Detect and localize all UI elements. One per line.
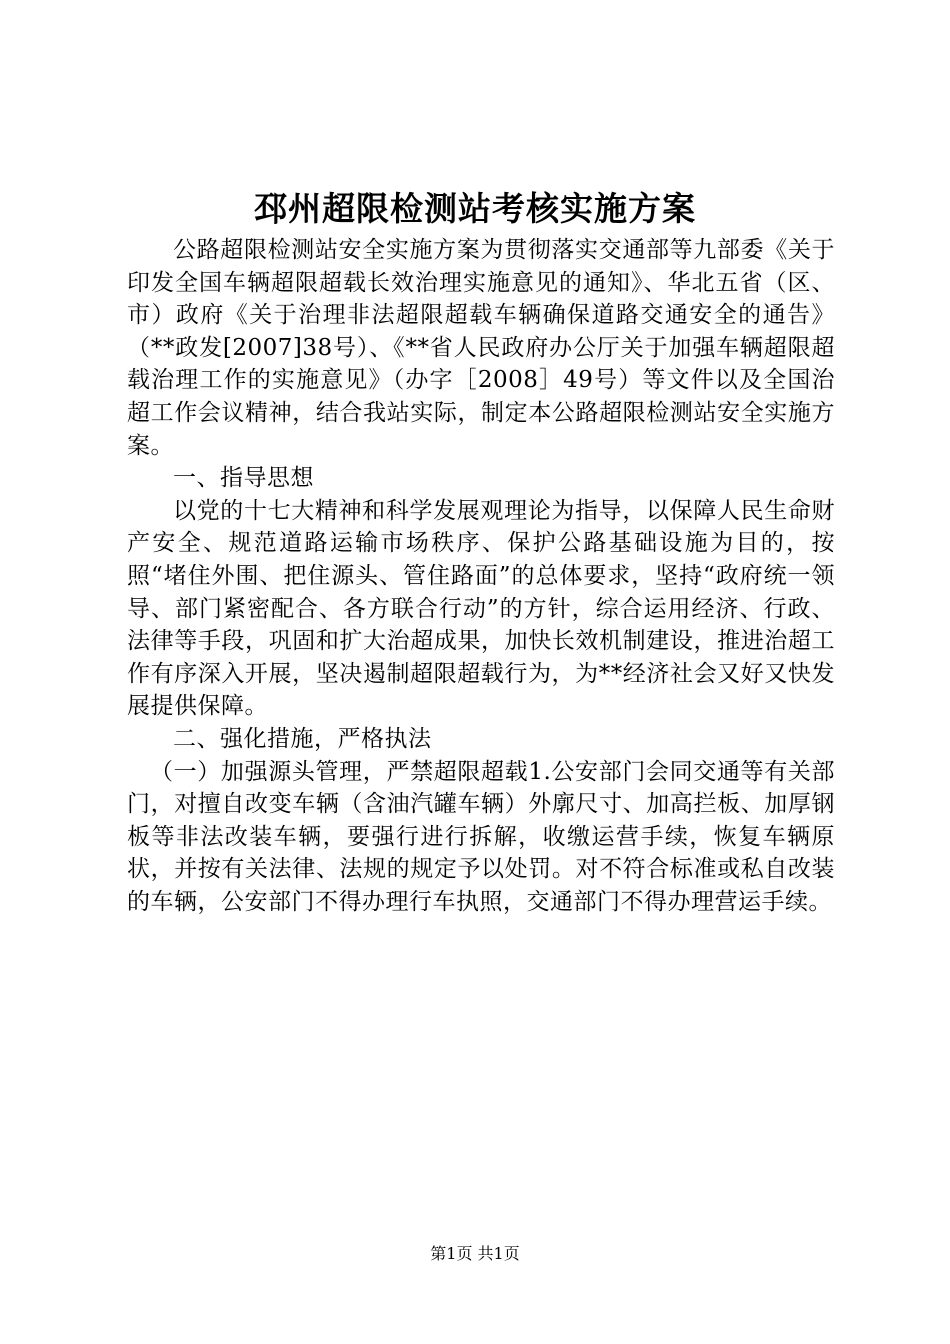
document-body	[127, 234, 835, 918]
document-title: 邳州超限检测站考核实施方案	[254, 189, 696, 228]
intro-paragraph: 公路超限检测站安全实施方案为贯彻落实交通部等九部委《关于印发全国车辆超限超载长效治理实施意见的通知》、华北五省（区、市）政府《关于治理非法超限超载车辆确保道路交通安全的通告》（**政发[2007]38号）、《**省人民政府办公厅关于加强车辆超限超载治理工作的实施意见》（办字［2008］49号）等文件以及全国治超工作会议精神，结合我站实际，制定本公路超限检测站安全实施方案。	[127, 237, 835, 459]
page-footer: 第1页 共1页	[430, 1244, 520, 1263]
section-heading-measures: 二、强化措施，严格执法	[173, 725, 432, 752]
guiding-paragraph: 以党的十七大精神和科学发展观理论为指导，以保障人民生命财产安全、规范道路运输市场秩序、保护公路基础设施为目的，按照“堵住外围、把住源头、管住路面”的总体要求，坚持“政府统一领导、部门紧密配合、各方联合行动”的方针，综合运用经济、行政、法律等手段，巩固和扩大治超成果，加快长效机制建设，推进治超工作有序深入开展，坚决遏制超限超载行为，为**经济社会又好又快发展提供保障。	[127, 497, 835, 720]
measures-paragraph: （一）加强源头管理，严禁超限超载1.公安部门会同交通等有关部门，对擅自改变车辆（含油汽罐车辆）外廓尺寸、加高拦板、加厚钢板等非法改装车辆，要强行进行拆解，收缴运营手续，恢复车辆原状，并按有关法律、法规的规定予以处罚。对不符合标准或私自改装的车辆，公安部门不得办理行车执照，交通部门不得办理营运手续。	[127, 758, 835, 915]
section-heading-guiding: 一、指导思想	[173, 465, 314, 492]
